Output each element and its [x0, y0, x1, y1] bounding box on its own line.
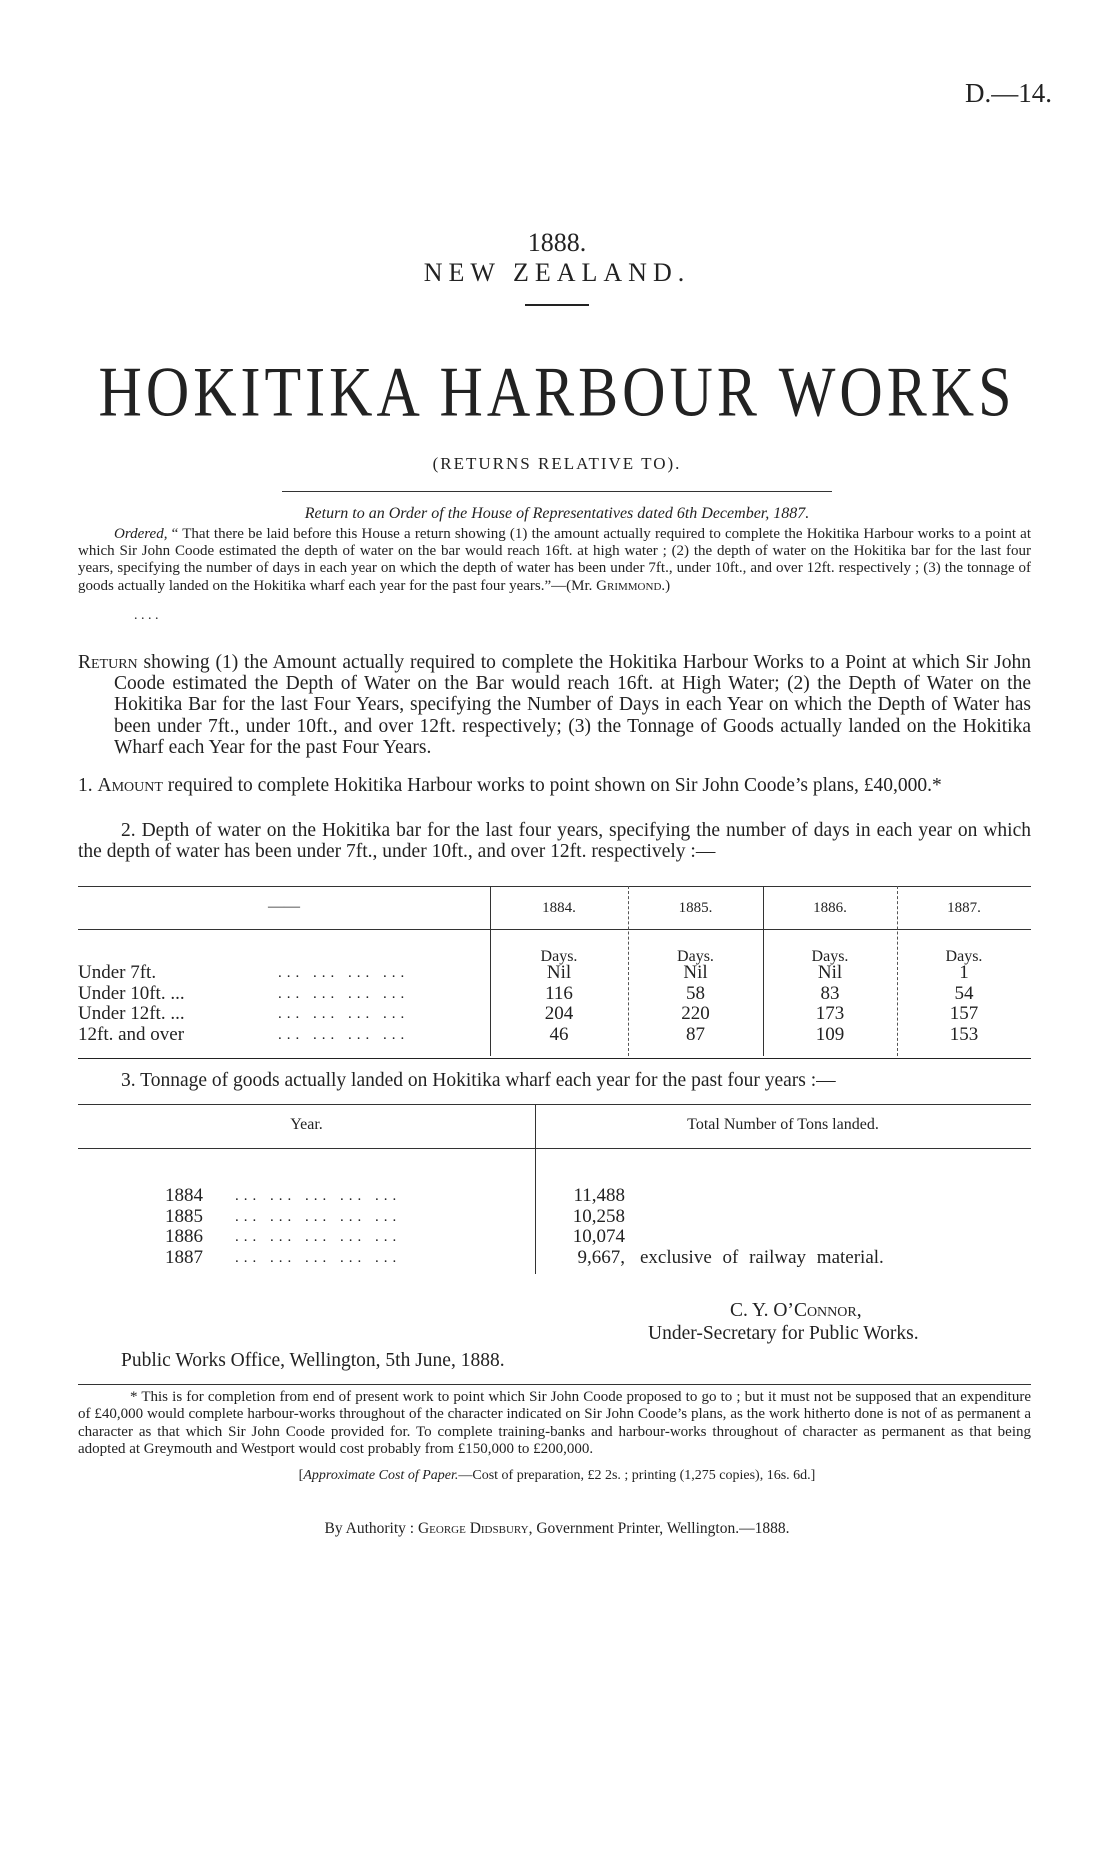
document-year: 1888.	[527, 228, 587, 257]
depth-col-1885: 1885.	[678, 900, 713, 916]
ordered-text: “ That there be laid before this House a return showing (1) the amount actually required to complete the Hokitika Harbour works to a point at which Sir John Coode estimated the depth of water on the bar would reach 16ft. at high water ; (2) the depth of water on the Hokitika bar for the last four years, specifying the number of days in each year on which the depth of water has been under 7ft., under 10ft., and over 12ft. respectively ; (3) the tonnage of goods actually landed on the Hokitika wharf each year for the past four years.”—(Mr.	[78, 526, 1032, 594]
tonnage-col-tons: Total Number of Tons landed.	[687, 1116, 879, 1133]
table-row: 1884 ... ... ... ... ... 11,488	[165, 1185, 625, 1206]
table-row: 1885 ... ... ... ... ... 10,258	[165, 1205, 625, 1227]
footnote-rule	[78, 1384, 1031, 1385]
depth-col-1884: 1884.	[542, 900, 576, 916]
table-row: 1887 ... ... ... ... ... 9,667, exclusive of railway material.	[165, 1246, 884, 1268]
depth-unit: Days.	[540, 948, 578, 965]
order-line: Return to an Order of the House of Representatives dated 6th December, 1887.	[304, 505, 810, 522]
table-row: 1886 ... ... ... ... ... 10,074	[165, 1226, 625, 1247]
tonnage-table-header-rule	[78, 1148, 1031, 1149]
tonnage-year: 1886	[165, 1226, 203, 1247]
depth-table-bottom-rule	[78, 1058, 1031, 1059]
item-2: 2. Depth of water on the Hokitika bar for the last four years, specifying the number of days in each year on which the depth of water has been under 7ft., under 10ft., and over 12ft. respectively :—	[78, 820, 1031, 863]
tonnage-year: 1885	[165, 1205, 203, 1227]
depth-table-corner: ——	[268, 898, 300, 915]
table-row: 12ft. and over ... ... ... ... 46 87 109 153	[78, 1023, 979, 1045]
ordered-mover: Grimmond	[596, 577, 662, 594]
item-1: 1. Amount required to complete Hokitika Harbour works to point shown on Sir John Coode’s plans, £40,000.*	[78, 775, 942, 796]
tonnage-value: 9,667,	[577, 1246, 625, 1268]
depth-row-label: Under 7ft.	[78, 962, 157, 983]
document-code: D.—14.	[965, 78, 1052, 108]
depth-row-label: 12ft. and over	[78, 1023, 185, 1045]
tonnage-year: 1884	[165, 1185, 203, 1206]
depth-unit: Days.	[677, 948, 714, 965]
office-line: Public Works Office, Wellington, 5th June, 1888.	[121, 1350, 505, 1371]
depth-unit: Days.	[945, 948, 983, 965]
depth-row-label: Under 10ft. ...	[78, 982, 185, 1004]
authority-line: By Authority : George Didsbury, Government Printer, Wellington.—1888.	[324, 1520, 790, 1537]
depth-col-1886: 1886.	[813, 900, 847, 916]
signature-title: Under-Secretary for Public Works.	[648, 1323, 919, 1344]
tonnage-year: 1887	[165, 1246, 203, 1268]
cost-label: Approximate Cost of Paper.	[303, 1468, 459, 1483]
tonnage-table-body	[165, 1186, 1031, 1268]
table-row: Under 10ft. ... ... ... ... ... 116 58 83 54	[78, 982, 974, 1004]
table-row: Under 12ft. ... ... ... ... ... 204 220 173 157	[78, 1003, 979, 1024]
depth-table-body	[78, 963, 1031, 1045]
printer-name: George Didsbury	[417, 1520, 529, 1537]
item-1-lead: Amount	[97, 775, 163, 796]
tonnage-table-top-rule	[78, 1104, 1031, 1105]
separator-dots: . . . .	[134, 608, 159, 623]
depth-row-label: Under 12ft. ...	[78, 1003, 185, 1024]
title-rule	[525, 304, 589, 306]
depth-table-header-rule	[78, 929, 1031, 930]
tonnage-value: 10,074	[572, 1226, 625, 1247]
document-country: NEW ZEALAND.	[423, 258, 691, 287]
depth-table-top-rule	[78, 886, 1031, 887]
cost-line: [Approximate Cost of Paper.—Cost of preparation, £2 2s. ; printing (1,275 copies), 16s. 6d.]	[298, 1468, 816, 1483]
return-paragraph	[78, 652, 1031, 758]
tonnage-note: exclusive of railway material.	[640, 1246, 884, 1268]
table-row: Under 7ft. ... ... ... ... Nil Nil Nil 1	[78, 962, 969, 983]
document-title: HOKITIKA HARBOUR WORKS	[98, 353, 1016, 432]
signature-name: C. Y. O’Connor,	[730, 1300, 862, 1321]
depth-col-1887: 1887.	[947, 900, 981, 916]
document-subtitle: (RETURNS RELATIVE TO).	[432, 454, 682, 473]
ordered-paragraph: Ordered, “ That there be laid before this House a return showing (1) the amount actually required to complete the Hokitika Harbour works to a point at which Sir John Coode estimated the depth of water on the bar would reach 16ft. at high water ; (2) the depth of water on the Hokitika bar for the last four years, specifying the number of days in each year on which the depth of water has been under 7ft., under 10ft., and over 12ft. respectively ; (3) the tonnage of goods actually landed on the Hokitika wharf each year for the past four years.”—(Mr. Grimmond.)	[78, 526, 1032, 594]
depth-unit: Days.	[811, 948, 849, 965]
order-rule	[282, 491, 832, 492]
return-lead: Return	[78, 652, 138, 673]
ordered-label: Ordered,	[114, 526, 168, 542]
tonnage-value: 10,258	[572, 1205, 625, 1227]
item-1-text: required to complete Hokitika Harbour works to point shown on Sir John Coode’s plans, £40,000.*	[162, 775, 942, 796]
footnote: * This is for completion from end of present work to point which Sir John Coode proposed to go to ; but it must not be supposed that an expenditure of £40,000 would complete harbour-works throughout of the character indicated on Sir John Coode’s plans, as the work hitherto done is not of as permanent a character as that which Sir John Coode provided for. To complete training-banks and harbour-works throughout of character as permanent as that being adopted at Greymouth and Westport would cost probably from £150,000 to £200,000.	[78, 1389, 1031, 1458]
return-text: showing (1) the Amount actually required to complete the Hokitika Harbour Works to a Point at which Sir John Coode estimated the Depth of Water on the Bar would reach 16ft. at High Water; (2) the Depth of Water on the Hokitika Bar for the last Four Years, specifying the Number of Days in each Year on which the Depth of Water has been under 7ft., under 10ft., and over 12ft. respectively; (3) the Tonnage of Goods actually landed on the Hokitika Wharf each Year for the past Four Years.	[114, 652, 1031, 758]
tonnage-value: 11,488	[573, 1185, 625, 1206]
item-3: 3. Tonnage of goods actually landed on Hokitika wharf each year for the past four years :—	[121, 1070, 836, 1091]
tonnage-col-year: Year.	[290, 1116, 323, 1133]
